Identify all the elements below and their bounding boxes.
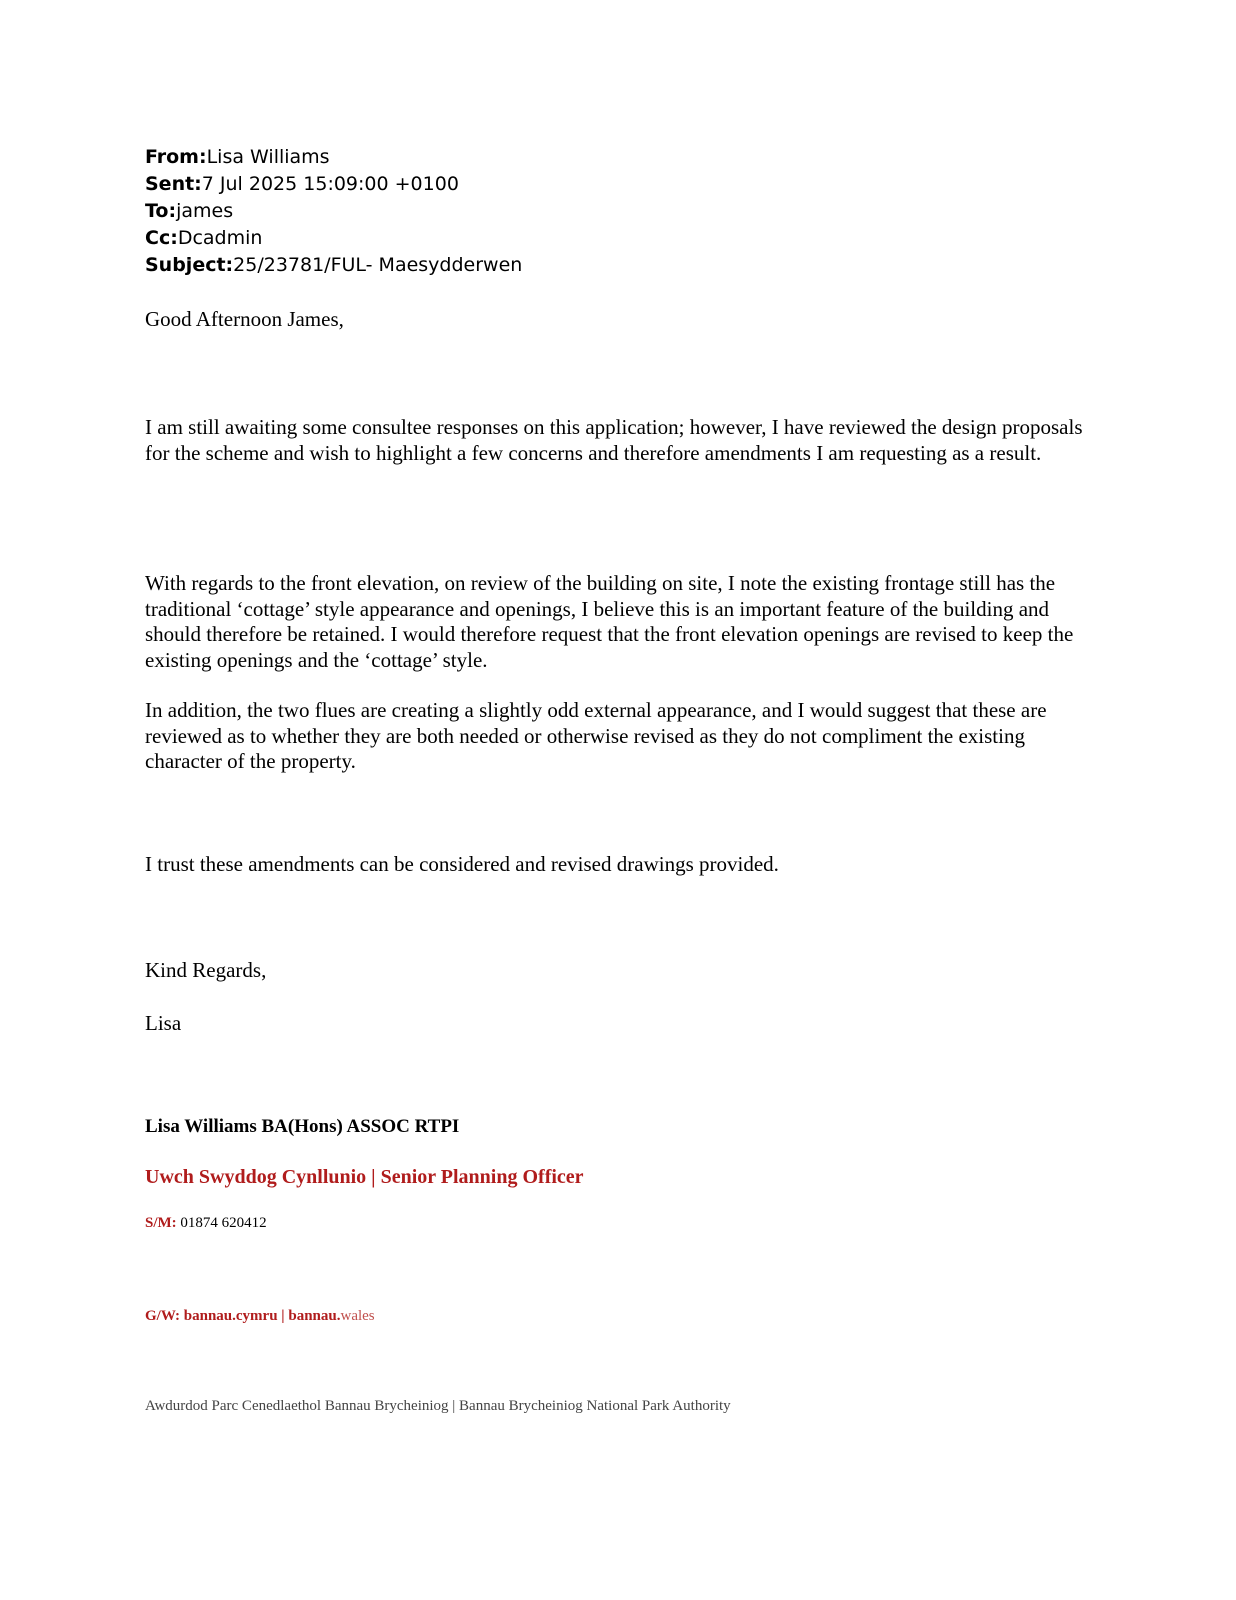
body-paragraph-2: With regards to the front elevation, on review of the building on site, I note the existing frontage still has the traditional ‘cottage’ style appearance and openings, I believe this is an important feature of the building and should therefore be retained. I would therefore request that the front elevation openings are revised to keep the existing openings and the ‘cottage’ style. (145, 571, 1074, 672)
web-wales-suffix: wales (340, 1308, 375, 1324)
link-bannau-cymru[interactable]: bannau.cymru (183, 1308, 278, 1324)
subject-value: 25/23781/FUL- Maesydderwen (233, 254, 523, 276)
body-paragraph-3: In addition, the two flues are creating a slightly odd external appearance, and I would suggest that these are reviewed as to whether they are both needed or otherwise revised as they do not compliment the existing character of the property. (145, 698, 1047, 773)
closing: Kind Regards, (145, 958, 267, 982)
sent-value: 7 Jul 2025 15:09:00 +0100 (201, 173, 459, 195)
from-label: From: (145, 146, 207, 168)
signature-web (145, 1308, 375, 1325)
body-paragraph-1: I am still awaiting some consultee responses on this application; however, I have reviewed the design proposals for the scheme and wish to highlight a few concerns and therefore amendments I am requesting as a result. (145, 415, 1083, 465)
to-row (145, 198, 522, 225)
cc-row (145, 225, 522, 252)
phone-number: 01874 620412 (180, 1215, 267, 1231)
from-value: Lisa Williams (206, 146, 330, 168)
signature-phone (145, 1215, 267, 1232)
to-value: james (176, 200, 234, 222)
web-label: G/W: (145, 1308, 181, 1324)
signature-title: Uwch Swyddog Cynllunio | Senior Planning Officer (145, 1166, 584, 1188)
subject-label: Subject: (145, 254, 234, 276)
sent-label: Sent: (145, 173, 202, 195)
link-bannau-wales[interactable] (288, 1308, 374, 1324)
cc-value: Dcadmin (177, 227, 263, 249)
to-label: To: (145, 200, 177, 222)
body-paragraph-4: I trust these amendments can be considered and revised drawings provided. (145, 852, 779, 876)
web-wales-prefix: bannau. (288, 1308, 341, 1324)
cc-label: Cc: (145, 227, 178, 249)
sent-row (145, 171, 522, 198)
phone-label: S/M: (145, 1215, 177, 1231)
greeting: Good Afternoon James, (145, 307, 344, 331)
signature-authority: Awdurdod Parc Cenedlaethol Bannau Brycheiniog | Bannau Brycheiniog National Park Authority (145, 1398, 731, 1414)
from-row (145, 144, 522, 171)
web-separator: | (281, 1308, 285, 1324)
email-header (145, 144, 522, 279)
signature-name: Lisa Williams BA(Hons) ASSOC RTPI (145, 1116, 460, 1137)
sign-off: Lisa (145, 1011, 182, 1035)
subject-row (145, 252, 522, 279)
